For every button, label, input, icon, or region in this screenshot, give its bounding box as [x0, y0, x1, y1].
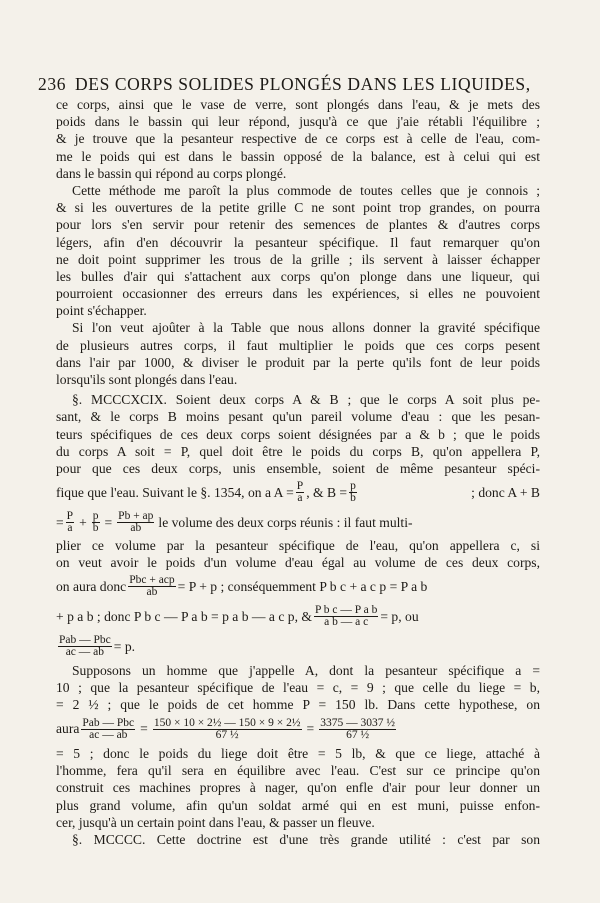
- numerator: Pbc + acp: [129, 574, 175, 586]
- text-line: cer, jusqu'à un certain point dans l'eau, & passer un fleuve.: [56, 814, 375, 830]
- denominator: 67 ½: [215, 728, 239, 741]
- text-line: 10 ; que la pesanteur spécifique de l'eau = c, = 9 ; que celle du liege = b,: [56, 679, 540, 695]
- text-line: construit ces machines propres à nager, qu'on enfle d'air pour leur donner un: [56, 780, 540, 796]
- text-fragment: , & B =: [306, 484, 348, 500]
- paragraph-1: [56, 96, 540, 182]
- text-line: dans l'air par 1000, & diviser le produit par la perte qu'ils font de leur poids: [56, 354, 540, 370]
- paragraph-5: [56, 662, 540, 832]
- denominator: b: [92, 521, 99, 534]
- denominator: ab: [146, 586, 158, 598]
- numerator: p: [350, 479, 356, 492]
- equation-line: [56, 632, 540, 662]
- paragraph-2: [56, 182, 540, 320]
- equation-line: [56, 713, 540, 745]
- fraction: [153, 718, 302, 741]
- text-line: poids dans le bassin qui leur répond, jusqu'à ce que j'aie rétabli l'équilibre ;: [56, 114, 540, 130]
- numerator: 3375 — 3037 ½: [320, 716, 395, 729]
- text-fragment: =: [56, 514, 64, 530]
- text-line: me le poids qui est dans le bassin opposé de la balance, est à celui qui est: [56, 148, 540, 164]
- fraction: [296, 481, 304, 504]
- running-header: [38, 74, 578, 95]
- numerator: P b c — P a b: [314, 604, 378, 616]
- text-line: on veut avoir le poids d'un volume d'eau égal au volume de ces deux corps,: [56, 555, 540, 571]
- equation-line: [56, 602, 540, 632]
- text-line: teurs spécifiques de ces deux corps soient désignées par a & b ; que le poids: [56, 426, 540, 442]
- numerator: P: [296, 479, 304, 492]
- denominator: ac — ab: [65, 646, 105, 658]
- numerator: 150 × 10 × 2½ — 150 × 9 × 2½: [153, 716, 301, 729]
- text-fragment: on aura donc: [56, 578, 127, 594]
- text-line: sant, & le corps B moins pesant qu'un pareil volume d'eau : que les pesan-: [56, 409, 540, 425]
- denominator: b: [350, 491, 356, 504]
- equation-line: [56, 507, 540, 537]
- text-fragment: le volume des deux corps réunis : il faut multi-: [158, 514, 413, 530]
- text-line: lorsqu'ils sont plongés dans l'eau.: [56, 372, 238, 387]
- text-fragment: aura: [56, 721, 80, 737]
- text-fragment: fique que l'eau. Suivant le §. 1354, on a A =: [56, 484, 294, 500]
- text-line: l'homme, fera qu'il sera en équilibre avec l'eau. C'est sur ce principe qu'on: [56, 763, 540, 779]
- text-line: ce corps, ainsi que le vase de verre, sont plongés dans l'eau, & je mets des: [56, 97, 540, 112]
- text-fragment: =: [306, 721, 315, 737]
- text-fragment: ; donc A + B: [471, 484, 540, 500]
- fraction: [349, 481, 357, 504]
- text-line: légers, afin d'en découvrir la pesanteur spécifique. Il faut remarquer qu'on: [56, 234, 540, 250]
- text-fragment: = p, ou: [380, 608, 419, 624]
- text-line: de plusieurs autres corps, il faut multiplier le poids que ces corps pesent: [56, 337, 540, 353]
- page-number: 236: [38, 74, 67, 94]
- numerator: P: [66, 509, 74, 522]
- denominator: a b — a c: [324, 616, 369, 628]
- text-line: point s'échapper.: [56, 303, 147, 319]
- text-fragment: + p a b ; donc P b c — P a b = p a b — a c p, &: [56, 608, 312, 624]
- text-line: & si les ouvertures de la petite grille C ne sont point trop grandes, on pourra: [56, 200, 540, 216]
- text-line: plus grand volume, afin qu'un soldat armé qui en est muni, puisse enfon-: [56, 797, 540, 813]
- text-line: = 2 ½ ; que le poids de cet homme P = 150 lb. Dans cette hypothese, on: [56, 696, 540, 712]
- numerator: Pab — Pbc: [59, 634, 111, 646]
- text-fragment: =: [140, 721, 148, 737]
- page-body: [56, 96, 540, 848]
- running-title: DES CORPS SOLIDES PLONGÉS DANS LES LIQUIDES,: [75, 74, 531, 94]
- denominator: 67 ½: [346, 728, 370, 741]
- text-line: pour lors s'en servir pour retenir des semences de plantes & d'autres corps: [56, 217, 540, 233]
- numerator: Pab — Pbc: [82, 716, 135, 729]
- text-line: ne doit point supprimer les trous de la grille ; ils servent à laisser échapper: [56, 251, 540, 267]
- denominator: ab: [130, 521, 142, 534]
- denominator: ac — ab: [89, 728, 128, 741]
- text-line: plier ce volume par la pesanteur spécifique de l'eau, qu'on appellera c, si: [56, 538, 540, 554]
- numerator: p: [92, 509, 99, 522]
- text-fragment: = p.: [113, 638, 136, 654]
- text-fragment: = P + p ; conséquemment P b c + a c p = P a b: [177, 578, 428, 594]
- text-line: Supposons un homme que j'appelle A, dont la pesanteur spécifique a =: [72, 662, 540, 678]
- text-line: = 5 ; donc le poids du liege doit être = 5 lb, & que ce liege, attaché à: [56, 746, 540, 762]
- fraction: [117, 511, 154, 534]
- paragraph-4: [56, 391, 540, 661]
- denominator: a: [297, 491, 303, 504]
- fraction: [58, 635, 112, 658]
- fraction: [92, 511, 100, 534]
- fraction: [314, 605, 378, 628]
- text-fragment: +: [79, 514, 87, 530]
- denominator: a: [67, 521, 73, 534]
- text-line: pour que ces deux corps, unis ensemble, soient de même pesanteur spéci-: [56, 460, 540, 476]
- text-line: pourroient occasionner des erreurs dans les expériences, si elles ne pouvoient: [56, 286, 540, 302]
- text-fragment: =: [104, 514, 113, 530]
- paragraph-6: [56, 831, 540, 848]
- numerator: Pb + ap: [118, 509, 154, 522]
- paragraph-3: [56, 319, 540, 388]
- fraction: [66, 511, 74, 534]
- section-heading-line: §. MCCCXCIX. Soient deux corps A & B ; que le corps A soit plus pe-: [72, 392, 540, 408]
- fraction: [81, 718, 135, 741]
- equation-line: [56, 477, 540, 507]
- text-line: & je trouve que la pesanteur respective de ce corps est à celle de l'eau, com-: [56, 131, 540, 147]
- section-heading-line: §. MCCCC. Cette doctrine est d'une très grande utilité : c'est par son: [72, 832, 540, 847]
- fraction: [319, 718, 396, 741]
- text-line: du corps A soit = P, quel doit être le poids du corps B, qu'on appellera P,: [56, 443, 540, 459]
- text-line: Cette méthode me paroît la plus commode de toutes celles que je connois ;: [72, 182, 540, 198]
- text-line: les bulles d'air qui s'attachent aux corps qu'on plonge dans une liqueur, qui: [56, 268, 540, 284]
- text-line: Si l'on veut ajoûter à la Table que nous allons donner la gravité spécifique: [72, 320, 540, 336]
- text-line: dans le bassin qui répond au corps plongé.: [56, 165, 287, 181]
- fraction: [128, 575, 175, 598]
- equation-line: [56, 572, 540, 602]
